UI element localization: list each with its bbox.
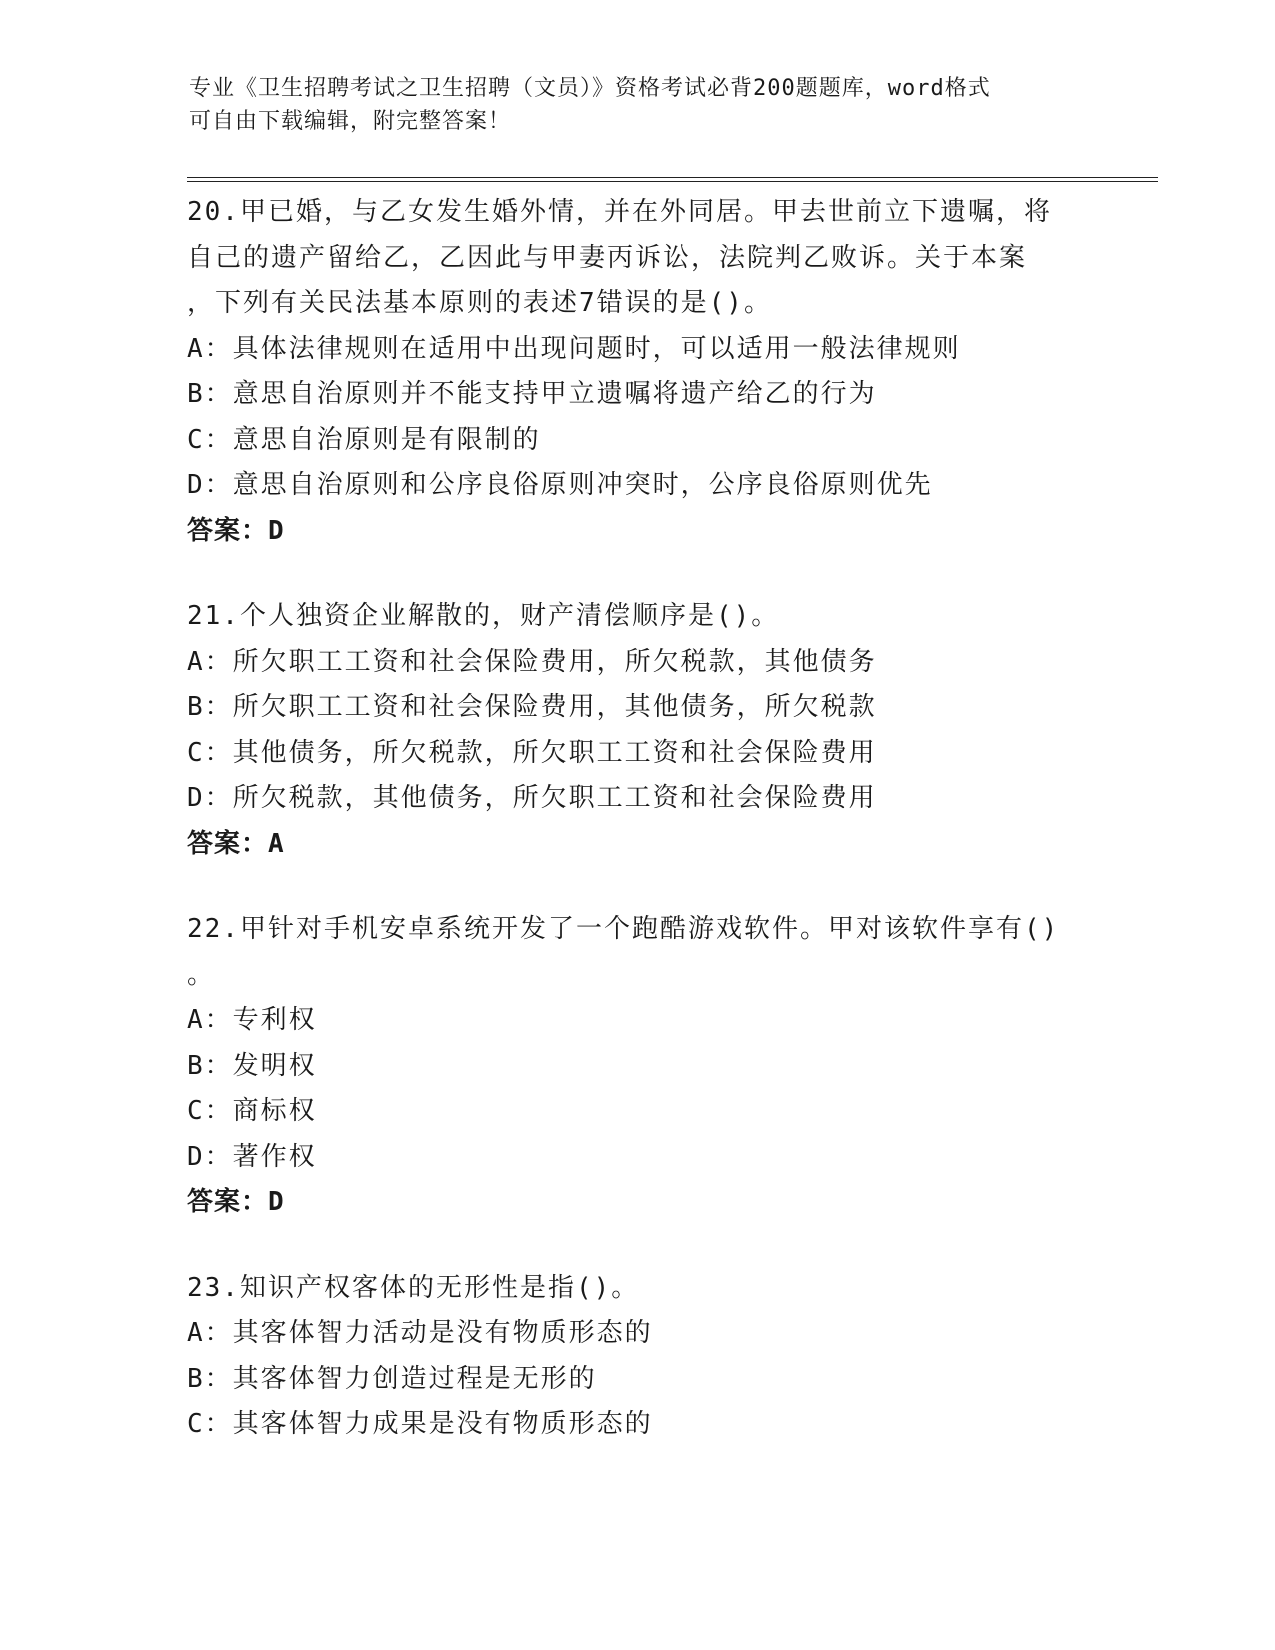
question-stem-line: 20.甲已婚，与乙女发生婚外情，并在外同居。甲去世前立下遗嘱，将 [187,197,1052,227]
option-b: B：所欠职工工资和社会保险费用，其他债务，所欠税款 [187,692,877,722]
header-line-2: 可自由下载编辑，附完整答案！ [189,109,512,134]
question-stem-line: ，下列有关民法基本原则的表述7错误的是()。 [187,288,772,318]
answer-value: D [268,515,285,546]
option-c: C：意思自治原则是有限制的 [187,424,541,455]
question-20 [187,190,1087,554]
answer-row [187,1180,1087,1226]
answer-value: A [268,828,285,859]
header-line-1: 专业《卫生招聘考试之卫生招聘（文员）》资格考试必背200题题库，word格式 [189,76,991,101]
option-a: A：其客体智力活动是没有物质形态的 [187,1318,653,1348]
question-21 [187,594,1087,867]
option-c: C：其客体智力成果是没有物质形态的 [187,1409,653,1439]
option-c: C：商标权 [187,1096,317,1126]
option-d: D：意思自治原则和公序良俗原则冲突时，公序良俗原则优先 [187,470,933,500]
answer-row [187,509,1087,555]
option-b: B：发明权 [187,1050,317,1081]
answer-value: D [268,1187,285,1217]
option-a: A：专利权 [187,1005,317,1035]
question-stem-line: 。 [187,959,216,990]
option-a: A：所欠职工工资和社会保险费用，所欠税款，其他债务 [187,646,877,677]
answer-label: 答案： [187,1187,269,1217]
header-divider [187,177,1158,182]
question-22 [187,907,1087,1226]
option-b: B：意思自治原则并不能支持甲立遗嘱将遗产给乙的行为 [187,379,877,409]
option-d: D：著作权 [187,1141,317,1172]
option-b: B：其客体智力创造过程是无形的 [187,1363,597,1394]
answer-label: 答案： [187,515,269,546]
question-stem-line: 21.个人独资企业解散的，财产清偿顺序是()。 [187,601,780,631]
question-stem-line: 23.知识产权客体的无形性是指()。 [187,1272,640,1303]
question-23 [187,1266,1087,1448]
question-list [187,190,1087,1488]
option-a: A：具体法律规则在适用中出现问题时，可以适用一般法律规则 [187,333,961,364]
question-stem-line: 22.甲针对手机安卓系统开发了一个跑酷游戏软件。甲对该软件享有() [187,914,1060,944]
answer-label: 答案： [187,828,269,859]
question-stem-line: 自己的遗产留给乙，乙因此与甲妻丙诉讼，法院判乙败诉。关于本案 [187,242,1028,273]
answer-row [187,822,1087,868]
option-c: C：其他债务，所欠税款，所欠职工工资和社会保险费用 [187,737,877,768]
document-header [189,72,1089,138]
option-d: D：所欠税款，其他债务，所欠职工工资和社会保险费用 [187,783,877,813]
